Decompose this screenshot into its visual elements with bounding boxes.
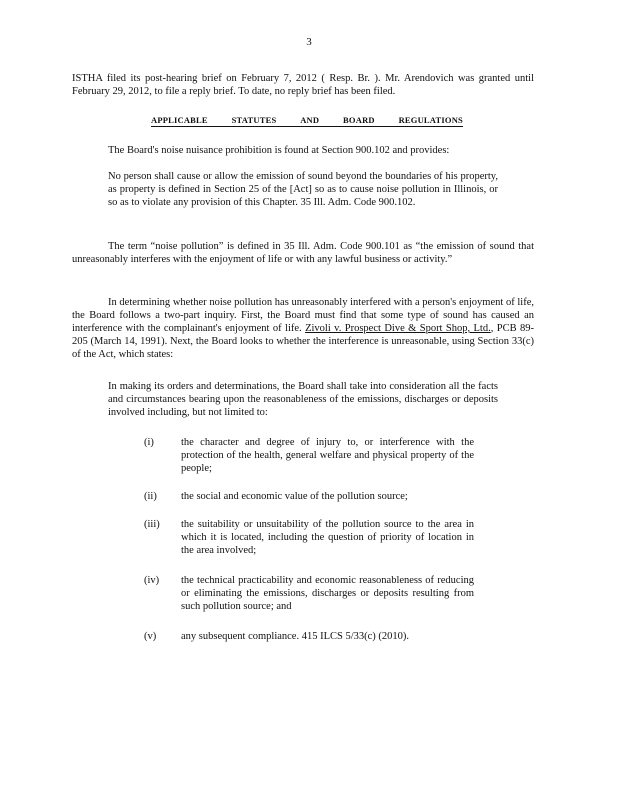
factor-label: (iii) [144, 519, 160, 530]
case-citation: Zivoli v. Prospect Dive & Sport Shop, Ltd. [305, 323, 491, 334]
heading-word: AND [300, 115, 320, 125]
factor-item [144, 574, 474, 613]
section-heading [151, 115, 463, 127]
quote-section-33c: In making its orders and determinations, the Board shall take into consideration all the facts and circumstances bearing upon the reasonableness of the emissions, discharges or deposits involved including, but not limited to: [108, 381, 498, 418]
heading-word: APPLICABLE [151, 115, 208, 125]
factor-text: the suitability or unsuitability of the pollution source to the area in which it is located, including the question of priority of location in the area involved; [181, 519, 474, 556]
heading-word: REGULATIONS [398, 115, 463, 125]
paragraph-definition: The term “noise pollution” is defined in 35 Ill. Adm. Code 900.101 as “the emission of sound that unreasonably interferes with the enjoyment of life or with any lawful business or activity.” [72, 241, 534, 265]
factor-text: the character and degree of injury to, or interference with the protection of the health, general welfare and physical property of the people; [181, 437, 474, 474]
factor-text: any subsequent compliance. 415 ILCS 5/33(c) (2010). [181, 631, 410, 642]
intro-paragraph: ISTHA filed its post-hearing brief on February 7, 2012 ( Resp. Br. ). Mr. Arendovich was granted until February 29, 2012, to file a reply brief. To date, no reply brief has been filed. [72, 73, 534, 97]
factor-item [144, 518, 474, 557]
factor-item [144, 490, 474, 503]
determining-text-cont: , PCB 89-205 (March 14, 1991). Next, the Board looks to whether the interference is unreasonable, using Section 33(c) of the Act, which states: [72, 323, 535, 360]
factor-item [144, 436, 474, 475]
page-number: 3 [306, 36, 312, 48]
quote-section-900-102: No person shall cause or allow the emission of sound beyond the boundaries of his property, as property is defined in Section 25 of the [Act] so as to cause noise pollution in Illinois, or so as to violate any provision of this Chapter. 35 Ill. Adm. Code 900.102. [108, 171, 498, 208]
heading-word: BOARD [343, 115, 375, 125]
heading-word: STATUTES [231, 115, 277, 125]
factor-label: (i) [144, 437, 154, 448]
factor-label: (v) [144, 631, 157, 642]
factor-text: the technical practicability and economic reasonableness of reducing or eliminating the emissions, discharges or deposits resulting from such pollution source; and [181, 575, 474, 612]
paragraph-determining [72, 296, 534, 361]
factor-text: the social and economic value of the pollution source; [181, 491, 408, 502]
factor-item [144, 630, 474, 643]
determining-text: In determining whether noise pollution has unreasonably interfered with a person's enjoyment of life, the Board follows a two-part inquiry. First, the Board must find that some type of sound has caused an interference with the complainant's enjoyment of life. [72, 297, 534, 334]
factor-label: (iv) [144, 575, 160, 586]
factor-label: (ii) [144, 491, 157, 502]
paragraph-provides: The Board's noise nuisance prohibition is found at Section 900.102 and provides: [108, 145, 450, 156]
